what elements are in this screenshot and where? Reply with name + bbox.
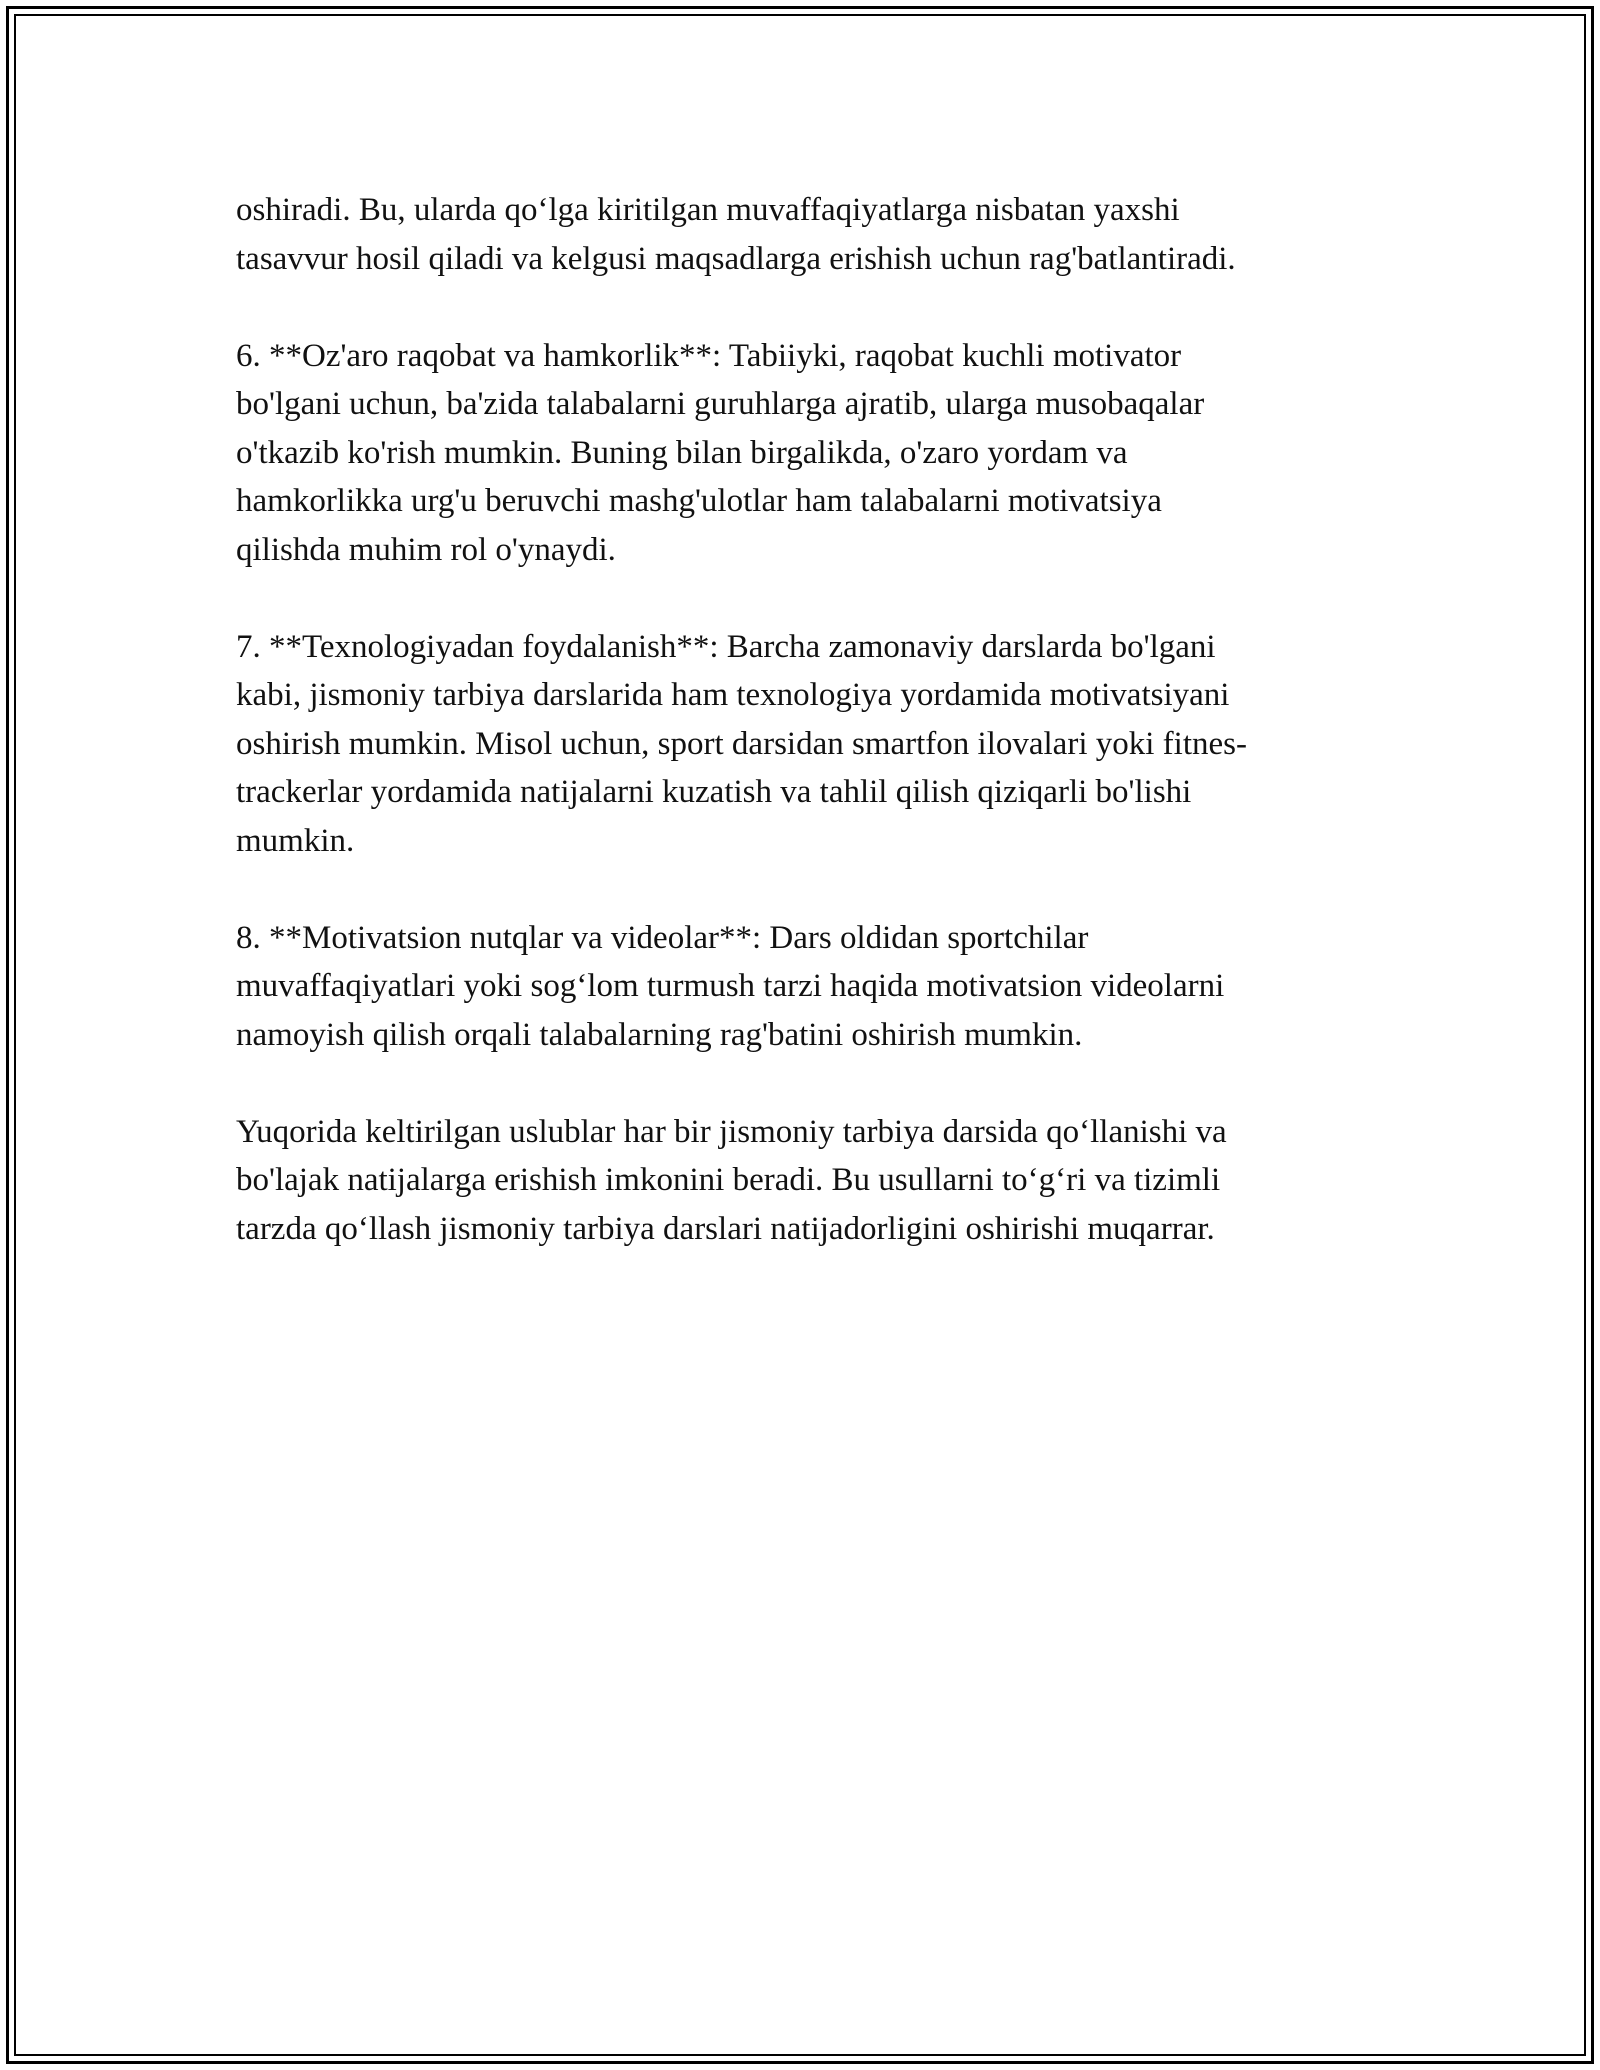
document-body (236, 186, 1366, 1302)
paragraph-item-6: 6. **Oz'aro raqobat va hamkorlik**: Tabiiyki, raqobat kuchli motivator bo'lgani uchun, ba'zida talabalarni guruhlarga ajratib, ularga musobaqalar o'tkazib ko'rish mumkin. Buning bilan birgalikda, o'zaro yordam va hamkorlikka urg'u beruvchi mashg'ulotlar ham talabalarni motivatsiya qilishda muhim rol o'ynaydi. (236, 337, 1205, 568)
paragraph-item-7: 7. **Texnologiyadan foydalanish**: Barcha zamonaviy darslarda bo'lgani kabi, jismoniy tarbiya darslarida ham texnologiya yordamida motivatsiyani oshirish mumkin. Misol uchun, sport darsidan smartfon ilovalari yoki fitnes- trackerlar yordamida natijalarni kuzatish va tahlil qilish qiziqarli bo'lishi mumkin. (236, 628, 1247, 859)
paragraph-conclusion: Yuqorida keltirilgan uslublar har bir jismoniy tarbiya darsida qo‘llanishi va bo'lajak natijalarga erishish imkonini beradi. Bu usullarni to‘g‘ri va tizimli tarzda qo‘llash jismoniy tarbiya darslari natijadorligini oshirishi muqarrar. (236, 1113, 1227, 1247)
paragraph-continuation: oshiradi. Bu, ularda qo‘lga kiritilgan muvaffaqiyatlarga nisbatan yaxshi tasavvur hosil qiladi va kelgusi maqsadlarga erishish uchun rag'batlantiradi. (236, 192, 1236, 277)
paragraph-item-8: 8. **Motivatsion nutqlar va videolar**: Dars oldidan sportchilar muvaffaqiyatlari yoki sog‘lom turmush tarzi haqida motivatsion videolarni namoyish qilish orqali talabalarning rag'batini oshirish mumkin. (236, 919, 1225, 1053)
